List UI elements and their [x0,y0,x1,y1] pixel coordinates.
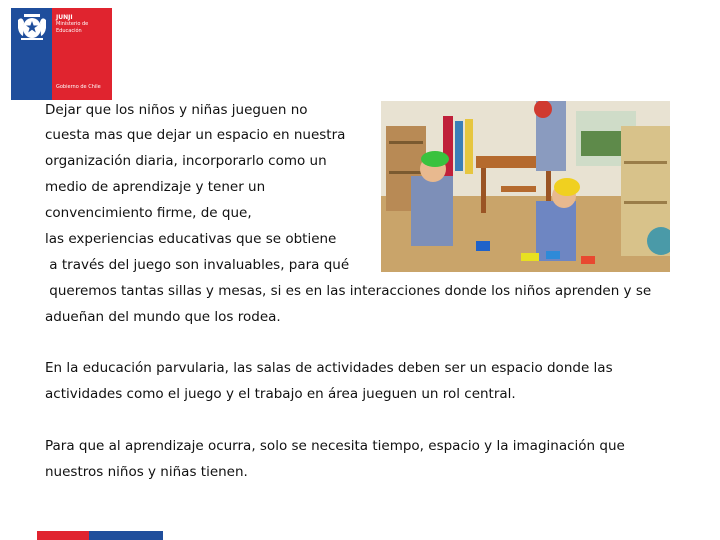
logo-org-line1: JUNJI [56,14,73,21]
paragraph1-line: a través del juego son invaluables, para qué [45,257,350,273]
footer-blue-bar [89,531,163,540]
logo-government: Gobierno de Chile [56,84,101,90]
paragraph1-line: cuesta mas que dejar un espacio en nuestra [45,127,346,143]
footer-red-bar [37,531,89,540]
coat-of-arms-icon [15,12,49,42]
paragraph1-line: convencimiento firme, de que, [45,205,252,221]
paragraph1-line: organización diaria, incorporarlo como un [45,153,327,169]
paragraph2-line: En la educación parvularia, las salas de actividades deben ser un espacio donde las [45,360,613,376]
paragraph1-line: adueñan del mundo que los rodea. [45,309,281,325]
paragraph1-line: Dejar que los niños y niñas jueguen no [45,102,308,118]
classroom-photo [381,101,670,272]
paragraph1-line: medio de aprendizaje y tener un [45,179,266,195]
logo-org-name [56,14,88,35]
logo-org-line3: Educación [56,28,82,34]
junji-logo [11,8,112,100]
paragraph1-line: las experiencias educativas que se obtiene [45,231,337,247]
paragraph1-line: queremos tantas sillas y mesas, si es en las interacciones donde los niños aprenden y se [45,283,652,299]
paragraph3-line: Para que al aprendizaje ocurra, solo se necesita tiempo, espacio y la imaginación que [45,438,625,454]
footer-color-bar [37,531,163,540]
paragraph3-line: nuestros niños y niñas tienen. [45,464,248,480]
paragraph2-line: actividades como el juego y el trabajo en área jueguen un rol central. [45,386,516,402]
logo-org-line2: Ministerio de [56,21,89,27]
